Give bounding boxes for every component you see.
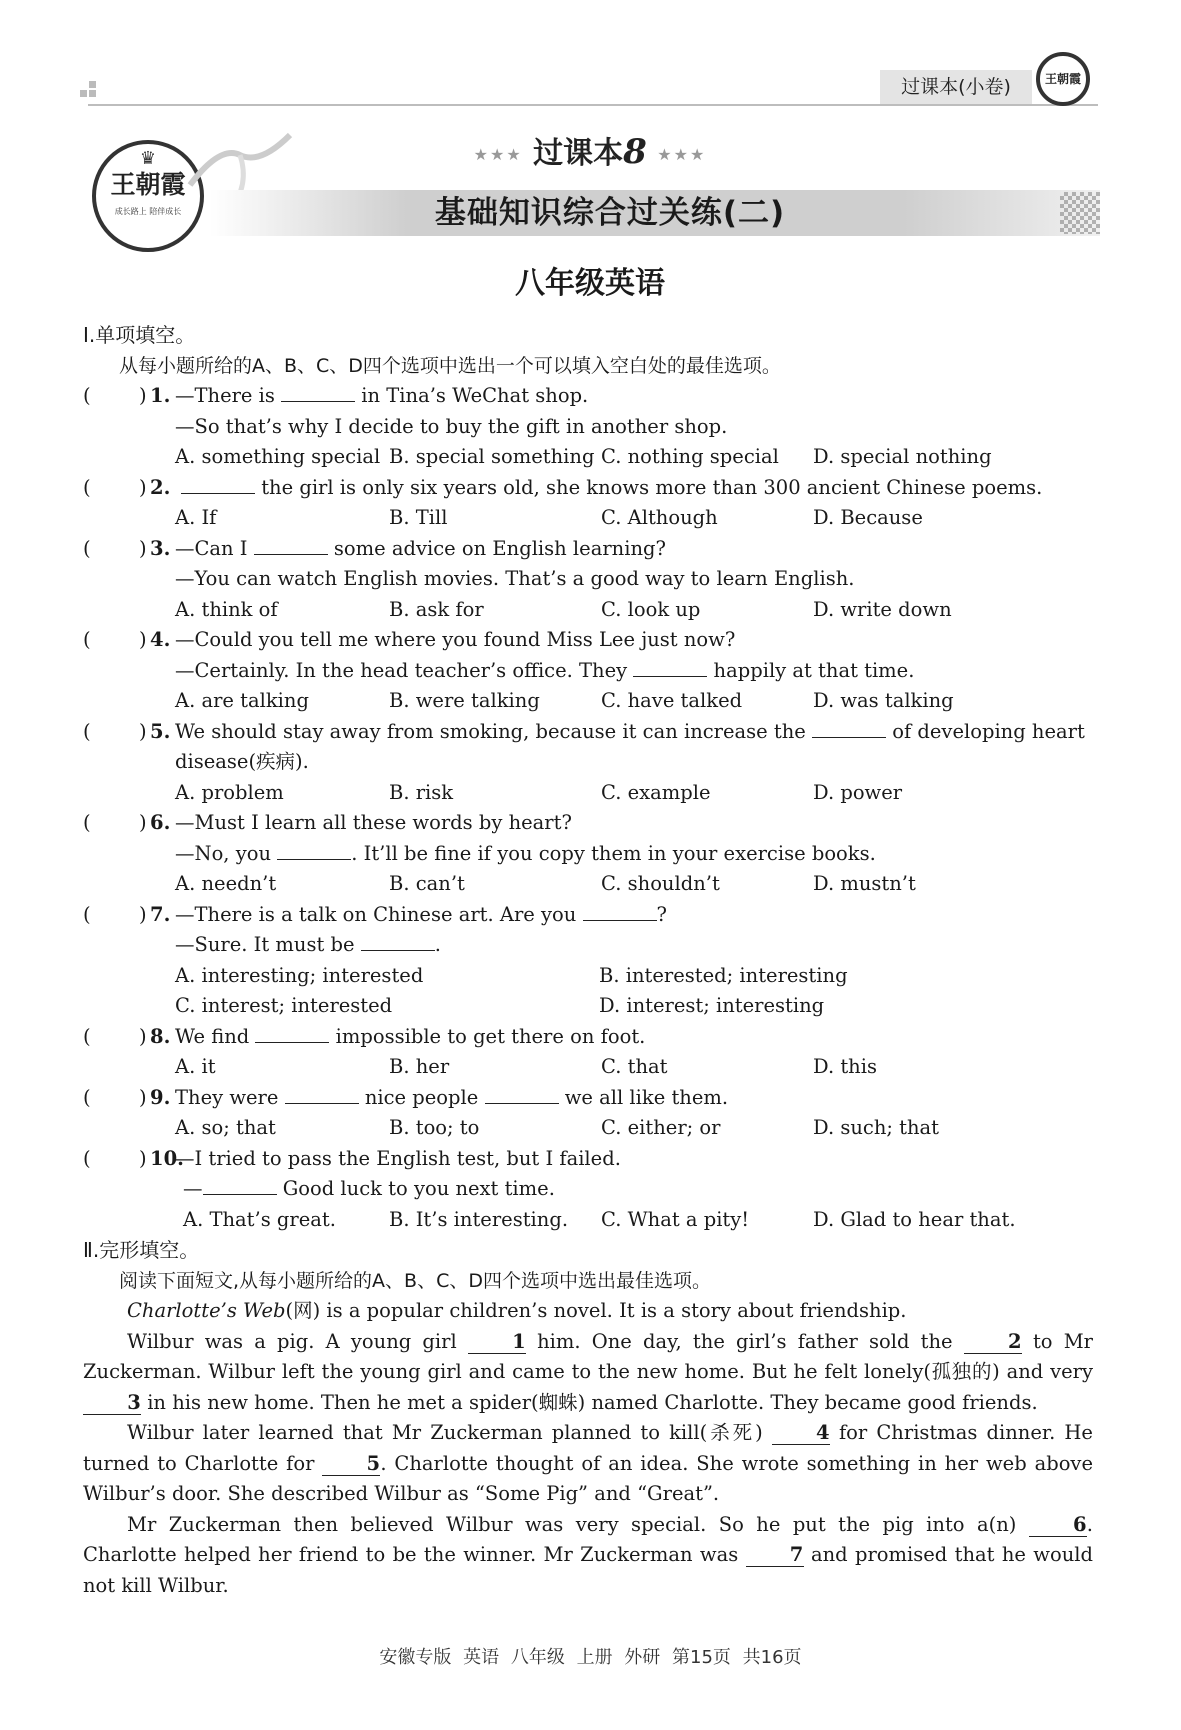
option-c[interactable]: C. interest; interested xyxy=(175,994,393,1017)
question-number: 8. xyxy=(150,1024,171,1048)
option-b[interactable]: B. It’s interesting. xyxy=(389,1207,569,1231)
question-text: — xyxy=(183,1177,203,1200)
stars-right-icon: ★★★ xyxy=(657,145,707,164)
option-b[interactable]: B. were talking xyxy=(389,689,540,712)
answer-blank[interactable] xyxy=(277,840,351,860)
answer-paren-close: ) xyxy=(139,628,147,651)
page-footer: 安徽专版 英语 八年级 上册 外研 第15页 共16页 xyxy=(379,1647,802,1668)
section1-heading: Ⅰ.单项填空。 xyxy=(83,323,196,347)
passage-text: . Charlotte helped her friend to be the winner. Mr Zuckerman was xyxy=(83,1512,1093,1566)
option-d[interactable]: D. this xyxy=(813,1055,877,1078)
question-text: of developing heart xyxy=(886,719,1085,743)
option-d[interactable]: D. such; that xyxy=(813,1116,940,1139)
answer-blank[interactable] xyxy=(203,1175,277,1195)
answer-paren-open: ( xyxy=(83,811,91,834)
question-5 xyxy=(83,717,1093,748)
question-text: —Could you tell me where you found Miss Lee just now? xyxy=(175,628,736,651)
answer-blank[interactable] xyxy=(181,474,255,494)
question-number: 6. xyxy=(150,811,171,834)
options-row xyxy=(83,1113,1093,1144)
corner-dots xyxy=(80,78,100,100)
cloze-blank-7[interactable]: 7 xyxy=(746,1544,804,1567)
question-1 xyxy=(83,381,1093,412)
question-9 xyxy=(83,1083,1093,1114)
passage-text: and promised that he would not kill Wilbur. xyxy=(83,1543,1093,1597)
passage-text: for Christmas dinner. He turned to Charlotte for xyxy=(83,1421,1093,1475)
question-text: —There is xyxy=(175,384,282,407)
question-text: the girl is only six years old, she knows more than 300 ancient Chinese poems. xyxy=(255,475,1043,499)
series-label: 过课本 xyxy=(533,136,624,171)
section2-heading: Ⅱ.完形填空。 xyxy=(83,1238,200,1262)
question-number: 3. xyxy=(150,536,171,560)
option-a[interactable]: A. it xyxy=(175,1055,216,1078)
header-rule xyxy=(88,104,1098,106)
section1-instruction: 从每小题所给的A、B、C、D四个选项中选出一个可以填入空白处的最佳选项。 xyxy=(119,354,781,377)
option-c[interactable]: C. look up xyxy=(601,597,701,621)
question-text: They were xyxy=(175,1085,285,1109)
question-number: 7. xyxy=(150,902,171,926)
options-row xyxy=(83,503,1093,534)
option-b[interactable]: B. her xyxy=(389,1055,450,1078)
checker-decoration xyxy=(1060,192,1100,234)
question-number: 1. xyxy=(150,384,171,407)
options-row xyxy=(83,595,1093,626)
question-text: We find xyxy=(175,1024,256,1048)
cloze-blank-4[interactable]: 4 xyxy=(772,1422,830,1445)
answer-paren-close: ) xyxy=(139,384,147,407)
option-a[interactable]: A. interesting; interested xyxy=(175,963,424,987)
option-d[interactable]: D. Glad to hear that. xyxy=(813,1207,1016,1231)
options-row xyxy=(83,961,1093,992)
page-subtitle: 八年级英语 xyxy=(515,266,665,301)
question-line2: —So that’s why I decide to buy the gift in another shop. xyxy=(175,414,728,438)
question-text: nice people xyxy=(358,1085,485,1109)
answer-blank[interactable] xyxy=(361,931,435,951)
question-number: 2. xyxy=(150,475,171,499)
answer-paren-close: ) xyxy=(139,1085,147,1109)
option-a[interactable]: A. think of xyxy=(175,597,278,621)
option-a[interactable]: A. are talking xyxy=(175,689,309,712)
option-c[interactable]: C. nothing special xyxy=(601,445,779,468)
question-text: We should stay away from smoking, because it can increase the xyxy=(175,719,813,743)
option-a[interactable]: A. problem xyxy=(175,780,284,804)
answer-blank[interactable] xyxy=(583,901,657,921)
option-c[interactable]: C. either; or xyxy=(601,1116,721,1139)
option-b[interactable]: B. can’t xyxy=(389,872,465,895)
answer-paren-close: ) xyxy=(139,475,147,499)
cloze-blank-2[interactable]: 2 xyxy=(964,1331,1022,1354)
option-a[interactable]: A. That’s great. xyxy=(183,1207,336,1231)
question-text: —Can I xyxy=(175,536,254,560)
question-text: some advice on English learning? xyxy=(327,536,666,560)
answer-paren-open: ( xyxy=(83,1085,91,1109)
question-line2 xyxy=(83,930,1093,961)
question-text: Good luck to you next time. xyxy=(276,1177,555,1200)
option-c[interactable]: C. Although xyxy=(601,506,718,529)
answer-blank[interactable] xyxy=(285,1084,359,1104)
option-a[interactable]: A. needn’t xyxy=(175,872,277,895)
question-line2: —You can watch English movies. That’s a good way to learn English. xyxy=(175,567,855,590)
option-b[interactable]: B. risk xyxy=(389,780,454,804)
question-4 xyxy=(83,625,1093,656)
option-a[interactable]: A. If xyxy=(175,506,217,529)
small-logo-text: 王朝霞 xyxy=(1044,72,1081,86)
passage-text: to Mr Zuckerman. Wilbur left the young girl and came to the new home. But he felt lonely(孤独的) and very xyxy=(83,1329,1093,1383)
passage-text: him. One day, the girl’s father sold the xyxy=(525,1329,964,1353)
passage-paragraph-4 xyxy=(83,1510,1093,1602)
option-b[interactable]: B. interested; interesting xyxy=(599,963,848,987)
question-10 xyxy=(83,1144,1093,1175)
stars-left-icon: ★★★ xyxy=(473,145,523,164)
answer-paren-close: ) xyxy=(139,1146,147,1170)
section2-instruction: 阅读下面短文,从每小题所给的A、B、C、D四个选项中选出最佳选项。 xyxy=(119,1269,711,1292)
page-title: 基础知识综合过关练(二) xyxy=(434,195,786,231)
question-text: —I tried to pass the English test, but I failed. xyxy=(175,1146,621,1170)
answer-blank[interactable] xyxy=(281,382,355,402)
answer-paren-close: ) xyxy=(139,719,147,743)
answer-paren-close: ) xyxy=(139,811,147,834)
option-c[interactable]: C. have talked xyxy=(601,689,743,712)
question-line2 xyxy=(83,656,1093,687)
small-logo-seal xyxy=(1036,52,1090,106)
question-text: —Must I learn all these words by heart? xyxy=(175,811,572,834)
option-a[interactable]: A. so; that xyxy=(175,1116,276,1139)
option-d[interactable]: D. power xyxy=(813,780,903,804)
passage-paragraph-2 xyxy=(83,1327,1093,1419)
question-7 xyxy=(83,900,1093,931)
question-text: ? xyxy=(656,902,668,926)
question-text: happily at that time. xyxy=(707,658,915,682)
series-number: 8 xyxy=(623,132,647,172)
passage-paragraph-1 xyxy=(83,1296,1093,1327)
book-title: Charlotte’s Web xyxy=(127,1299,286,1322)
cloze-blank-5[interactable]: 5 xyxy=(322,1453,380,1476)
passage-text: in his new home. Then he met a spider(蜘蛛) named Charlotte. They became good friends. xyxy=(141,1390,1038,1414)
option-b[interactable]: B. ask for xyxy=(389,597,484,621)
question-number: 10. xyxy=(150,1146,184,1170)
options-row xyxy=(83,1052,1093,1083)
cloze-blank-1[interactable]: 1 xyxy=(468,1331,526,1354)
options-row xyxy=(83,686,1093,717)
answer-paren-open: ( xyxy=(83,628,91,651)
answer-paren-open: ( xyxy=(83,1024,91,1048)
answer-paren-open: ( xyxy=(83,384,91,407)
answer-paren-close: ) xyxy=(139,902,147,926)
answer-blank[interactable] xyxy=(812,718,886,738)
logo-text: 王朝霞 xyxy=(110,170,186,199)
option-b[interactable]: B. too; to xyxy=(389,1116,480,1139)
answer-paren-open: ( xyxy=(83,719,91,743)
worksheet-content xyxy=(83,320,1093,1601)
question-number: 9. xyxy=(150,1085,171,1109)
option-c[interactable]: C. that xyxy=(601,1055,668,1078)
answer-paren-close: ) xyxy=(139,1024,147,1048)
option-c[interactable]: C. What a pity! xyxy=(601,1207,750,1231)
option-c[interactable]: C. shouldn’t xyxy=(601,872,720,895)
option-d[interactable]: D. interest; interesting xyxy=(599,994,825,1017)
question-text: —Sure. It must be xyxy=(175,933,361,956)
logo-small-text: 成长路上 陪伴成长 xyxy=(114,207,182,216)
option-a[interactable]: A. something special xyxy=(175,445,381,468)
answer-paren-open: ( xyxy=(83,536,91,560)
question-text: . xyxy=(434,933,441,956)
question-8 xyxy=(83,1022,1093,1053)
series-title xyxy=(430,128,750,172)
answer-blank[interactable] xyxy=(633,657,707,677)
question-line2 xyxy=(83,1174,1093,1205)
passage-paragraph-3 xyxy=(83,1418,1093,1510)
answer-blank[interactable] xyxy=(254,535,328,555)
options-row xyxy=(83,442,1093,473)
option-b[interactable]: B. special something xyxy=(389,445,595,468)
answer-blank[interactable] xyxy=(485,1084,559,1104)
question-text: —No, you xyxy=(175,841,278,865)
option-d[interactable]: D. special nothing xyxy=(813,445,992,468)
options-row xyxy=(83,869,1093,900)
options-row xyxy=(83,1205,1093,1236)
header-tag: 过课本(小卷) xyxy=(880,70,1032,104)
question-line2 xyxy=(83,839,1093,870)
options-row xyxy=(83,991,1093,1022)
question-6 xyxy=(83,808,1093,839)
options-row xyxy=(83,778,1093,809)
question-text: —There is a talk on Chinese art. Are you xyxy=(175,902,583,926)
option-d[interactable]: D. write down xyxy=(813,597,952,621)
option-d[interactable]: D. Because xyxy=(813,506,923,529)
question-2 xyxy=(83,473,1093,504)
option-b[interactable]: B. Till xyxy=(389,506,448,529)
crown-icon: ♛ xyxy=(139,148,157,169)
question-text: —Certainly. In the head teacher’s office. They xyxy=(175,658,634,682)
passage-text: Mr Zuckerman then believed Wilbur was very special. So he put the pig into a(n) xyxy=(127,1512,1029,1536)
answer-paren-open: ( xyxy=(83,902,91,926)
answer-blank[interactable] xyxy=(255,1023,329,1043)
question-line2: disease(疾病). xyxy=(175,750,309,773)
cloze-blank-6[interactable]: 6 xyxy=(1029,1514,1087,1537)
answer-paren-open: ( xyxy=(83,475,91,499)
passage-text: Wilbur later learned that Mr Zuckerman planned to kill(杀死) xyxy=(127,1421,772,1444)
passage-text: (网) is a popular children’s novel. It is a story about friendship. xyxy=(285,1299,907,1322)
option-c[interactable]: C. example xyxy=(601,780,711,804)
question-text: in Tina’s WeChat shop. xyxy=(355,384,589,407)
answer-paren-open: ( xyxy=(83,1146,91,1170)
question-3 xyxy=(83,534,1093,565)
answer-paren-close: ) xyxy=(139,536,147,560)
question-text: . It’ll be fine if you copy them in your exercise books. xyxy=(351,841,876,865)
question-text: impossible to get there on foot. xyxy=(329,1024,646,1048)
question-number: 4. xyxy=(150,628,171,651)
question-number: 5. xyxy=(150,719,171,743)
question-text: we all like them. xyxy=(558,1085,729,1109)
passage-text: . Charlotte thought of an idea. She wrote something in her web above Wilbur’s door. She described Wilbur as “Some Pig” and “Great”. xyxy=(83,1451,1093,1505)
cloze-blank-3[interactable]: 3 xyxy=(83,1392,141,1415)
option-d[interactable]: D. mustn’t xyxy=(813,872,916,895)
option-d[interactable]: D. was talking xyxy=(813,689,954,712)
passage-text: Wilbur was a pig. A young girl xyxy=(127,1329,468,1353)
